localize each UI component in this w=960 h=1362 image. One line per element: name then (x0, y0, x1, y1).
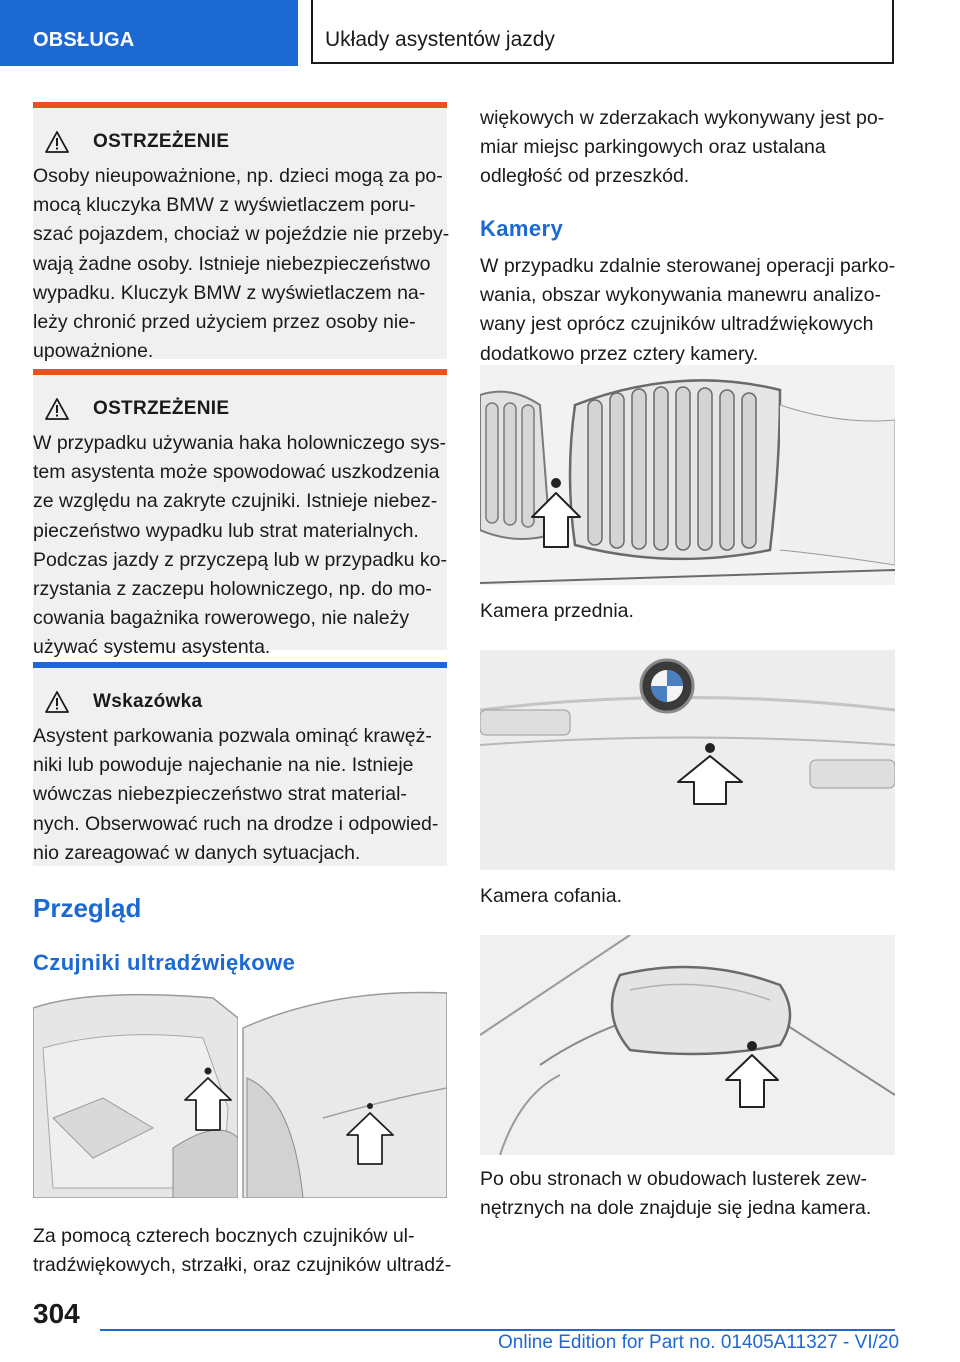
page-number: 304 (33, 1298, 80, 1329)
hint-notice (33, 662, 447, 866)
mirror-camera-illustration (480, 935, 895, 1155)
front-camera-caption: Kamera przednia. (480, 600, 634, 622)
warning-notice-1 (33, 102, 450, 363)
edition-link[interactable]: Online Edition for Part no. 01405A11327 - VI/20 (498, 1332, 900, 1353)
rear-camera-caption: Kamera cofania. (480, 885, 622, 907)
notice-text: W przypadku używania haka holowniczego sys- tem asystenta może spowodować uszkodzenia ze względu na zakryte czujniki. Istnieje niebez- pieczeństwo wypadku lub strat materialnych. Podczas jazdy z przyczepą lub w przypadku ko- rzystania z zaczepu holowniczego, np. do mo- cowania bagażnika rowerowego, nie należy używać systemu asystenta. (33, 432, 448, 659)
mirror-camera-paragraph: Po obu stronach w obudowach lusterek zew- nętrznych na dole znajduje się jedna kamera. (480, 1168, 872, 1220)
front-camera-illustration (480, 365, 895, 585)
notice-title: Wskazówka (93, 691, 203, 712)
notice-title: OSTRZEŻENIE (93, 398, 230, 419)
rear-camera-illustration (480, 650, 895, 870)
footer-divider (100, 1329, 895, 1331)
page-header (0, 0, 960, 66)
notice-title: OSTRZEŻENIE (93, 131, 230, 152)
warning-triangle-icon (45, 691, 69, 713)
subheading-cameras: Kamery (480, 216, 564, 241)
ultrasonic-sensors-illustration (33, 988, 447, 1198)
sensors-paragraph: Za pomocą czterech bocznych czujników ul- tradźwiękowych, strzałki, oraz czujników ultradź- (33, 1225, 452, 1277)
warning-triangle-icon (45, 131, 69, 153)
subheading-ultrasonic-sensors: Czujniki ultradźwiękowe (33, 950, 296, 975)
warning-triangle-icon (45, 398, 69, 420)
section-tab[interactable]: OBSŁUGA (0, 0, 298, 66)
sensors-paragraph-continued: więkowych w zderzakach wykonywany jest po- miar miejsc parkingowych oraz ustalana odległość od przeszkód. (480, 107, 885, 188)
chapter-title: Układy asystentów jazdy (311, 0, 894, 64)
cameras-paragraph: W przypadku zdalnie sterowanej operacji parko- wania, obszar wykonywania manewru analizo- wany jest oprócz czujników ultradźwiękowych dodatkowo przez cztery kamery. (480, 255, 896, 365)
notice-text: Asystent parkowania pozwala ominąć krawęż- niki lub powoduje najechanie na nie. Istnieje wówczas niebezpieczeństwo strat material- nych. Obserwować ruch na drodze i odpowied- nio zareagować w danych sytuacjach. (33, 725, 439, 864)
warning-notice-2 (33, 369, 448, 659)
notice-text: Osoby nieupoważnione, np. dzieci mogą za po- mocą kluczyka BMW z wyświetlaczem poru- szać pojazdem, chociaż w pojeździe nie przeby- wają żadne osoby. Istnieje niebezpieczeństwo wypadku. Kluczyk BMW z wyświetlaczem na- leży chronić przed użyciem przez osoby nie- upoważnione. (33, 165, 450, 363)
section-heading-overview: Przegląd (33, 893, 142, 923)
